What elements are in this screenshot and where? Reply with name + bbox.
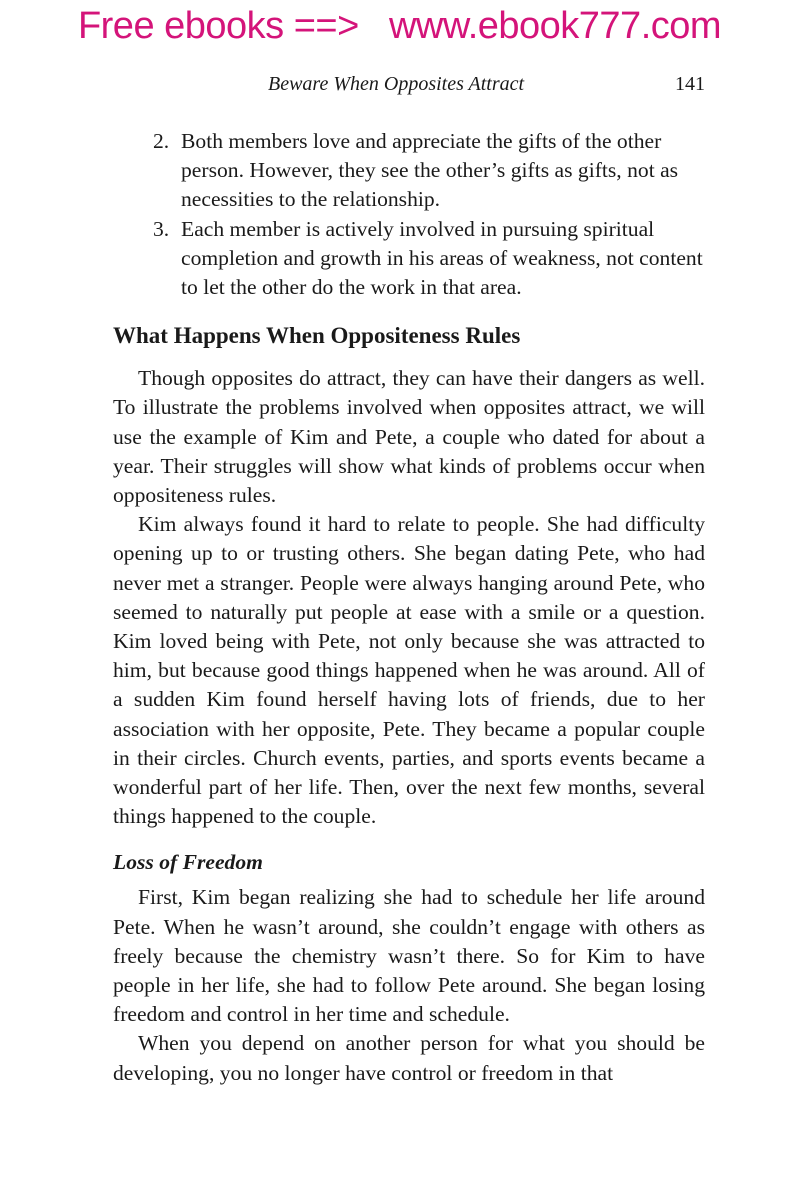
paragraph: When you depend on another person for what you should be developing, you no longer have control or freedom in that xyxy=(113,1031,705,1085)
subsection-heading: Loss of Freedom xyxy=(113,850,263,875)
paragraph: First, Kim began realizing she had to schedule her life around Pete. When he wasn’t around, she couldn’t engage with others as freely because the chemistry wasn’t there. So for Kim to have people in her life, she had to follow Pete around. She began losing freedom and control in her time and schedule. xyxy=(113,885,705,1027)
list-item-text: Both members love and appreciate the gifts of the other person. However, they see the other’s gifts as gifts, not as necessities to the relationship. xyxy=(181,129,679,212)
running-title: Beware When Opposites Attract xyxy=(268,73,525,95)
list-item xyxy=(113,215,705,303)
list-item-text: Each member is actively involved in pursuing spiritual completion and growth in his areas of weakness, not content to let the other do the work in that area. xyxy=(181,216,703,300)
page-number: 141 xyxy=(675,73,705,95)
numbered-list xyxy=(113,127,705,302)
list-item-number: 3. xyxy=(153,216,170,241)
list-item xyxy=(113,127,705,215)
page-body xyxy=(113,127,705,1088)
section-heading: What Happens When Oppositeness Rules xyxy=(113,323,521,349)
running-header xyxy=(113,70,705,98)
list-item-number: 2. xyxy=(153,129,170,153)
paragraph: Though opposites do attract, they can have their dangers as well. To illustrate the problems involved when opposites attract, we will use the example of Kim and Pete, a couple who dated for about a year. Their struggles will show what kinds of problems occur when oppositeness rules. xyxy=(113,366,705,508)
paragraph: Kim always found it hard to relate to people. She had difficulty opening up to or trusting others. She began dating Pete, who had never met a stranger. People were always hanging around Pete, who seemed to naturally put people at ease with a smile or a question. Kim loved being with Pete, not only because she was attracted to him, but because good things happened when he was around. All of a sudden Kim found herself having lots of friends, due to her association with her opposite, Pete. They became a popular couple in their circles. Church events, parties, and sports events became a wonderful part of her life. Then, over the next few months, several things happened to the couple. xyxy=(113,512,705,829)
watermark-banner: Free ebooks ==> www.ebook777.com xyxy=(77,5,722,47)
